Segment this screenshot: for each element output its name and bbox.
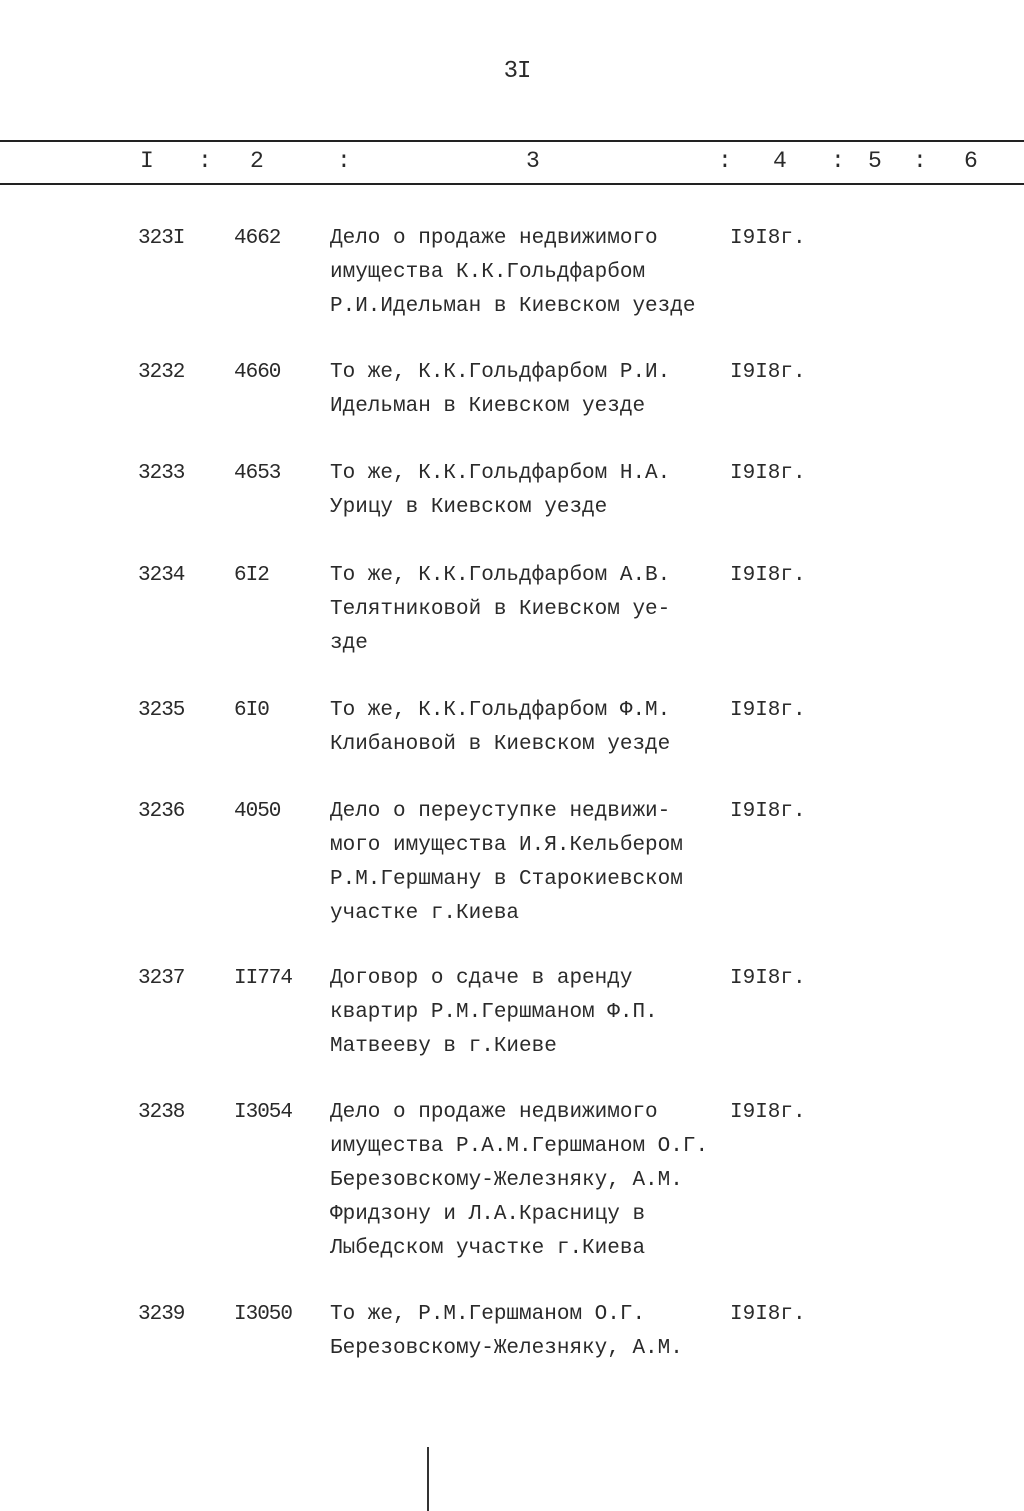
page-number: 3I: [503, 58, 531, 85]
column-header-2: 2: [250, 148, 264, 174]
description-line: Р.М.Гершману в Старокиевском: [330, 868, 683, 891]
description-line: Матвееву в г.Киеве: [330, 1035, 557, 1058]
old-entry-number: II774: [234, 967, 293, 990]
description-line: зде: [330, 632, 368, 655]
description-line: Березовскому-Железняку, А.М.: [330, 1337, 683, 1360]
entry-description: [330, 1298, 683, 1366]
entry-year: I9I8г.: [730, 227, 806, 250]
entry-number: 323I: [138, 227, 185, 250]
description-line: Клибановой в Киевском уезде: [330, 733, 671, 756]
header-top-rule: [0, 140, 1024, 142]
entry-year: I9I8г.: [730, 699, 806, 722]
column-separator: :: [718, 148, 732, 174]
entry-description: [330, 559, 670, 661]
description-line: Р.И.Идельман в Киевском уезде: [330, 295, 696, 318]
column-header-5: 5: [868, 148, 882, 174]
entry-description: [330, 356, 670, 424]
column-header-3: 3: [526, 148, 540, 174]
entry-number: 3237: [138, 967, 185, 990]
column-separator: :: [198, 148, 212, 174]
entry-number: 3233: [138, 462, 185, 485]
entry-number: 3239: [138, 1303, 185, 1326]
column-separator: :: [913, 148, 927, 174]
description-line: Дело о переуступке недвижи-: [330, 800, 671, 823]
entry-year: I9I8г.: [730, 462, 806, 485]
description-line: То же, К.К.Гольдфарбом Р.И.: [330, 361, 671, 384]
old-entry-number: 6I0: [234, 699, 269, 722]
entry-description: [330, 222, 695, 324]
entry-year: I9I8г.: [730, 564, 806, 587]
description-line: имущества К.К.Гольдфарбом: [330, 261, 646, 284]
old-entry-number: 4662: [234, 227, 281, 250]
description-line: То же, Р.М.Гершманом О.Г.: [330, 1303, 646, 1326]
old-entry-number: 4050: [234, 800, 281, 823]
entry-description: [330, 1096, 708, 1266]
old-entry-number: 4653: [234, 462, 281, 485]
description-line: мого имущества И.Я.Кельбером: [330, 834, 683, 857]
column-header-6: 6: [964, 148, 978, 174]
entry-description: [330, 694, 670, 762]
header-bottom-rule: [0, 183, 1024, 185]
description-line: Урицу в Киевском уезде: [330, 496, 608, 519]
entry-number: 3238: [138, 1101, 185, 1124]
column-header-row: [0, 146, 1024, 180]
entry-number: 3236: [138, 800, 185, 823]
description-line: Фридзону и Л.А.Красницу в: [330, 1203, 646, 1226]
description-line: То же, К.К.Гольдфарбом А.В.: [330, 564, 671, 587]
entry-description: [330, 962, 658, 1064]
description-line: То же, К.К.Гольдфарбом Ф.М.: [330, 699, 671, 722]
entry-year: I9I8г.: [730, 800, 806, 823]
description-line: Идельман в Киевском уезде: [330, 395, 646, 418]
description-line: Дело о продаже недвижимого: [330, 227, 658, 250]
entry-year: I9I8г.: [730, 1303, 806, 1326]
description-line: Телятниковой в Киевском уе-: [330, 598, 671, 621]
entry-description: [330, 795, 683, 931]
description-line: Лыбедском участке г.Киева: [330, 1237, 646, 1260]
entry-description: [330, 457, 670, 525]
column-separator: :: [337, 148, 351, 174]
column-header-4: 4: [773, 148, 787, 174]
description-line: Березовскому-Железняку, А.М.: [330, 1169, 683, 1192]
margin-line: [427, 1447, 429, 1511]
entry-year: I9I8г.: [730, 361, 806, 384]
column-separator: :: [831, 148, 845, 174]
description-line: участке г.Киева: [330, 902, 520, 925]
description-line: Договор о сдаче в аренду: [330, 967, 633, 990]
entry-number: 3232: [138, 361, 185, 384]
description-line: То же, К.К.Гольдфарбом Н.А.: [330, 462, 671, 485]
entry-number: 3234: [138, 564, 185, 587]
entry-year: I9I8г.: [730, 1101, 806, 1124]
column-header-I: I: [140, 148, 154, 174]
entry-number: 3235: [138, 699, 185, 722]
entry-year: I9I8г.: [730, 967, 806, 990]
description-line: имущества Р.А.М.Гершманом О.Г.: [330, 1135, 709, 1158]
description-line: Дело о продаже недвижимого: [330, 1101, 658, 1124]
old-entry-number: I3050: [234, 1303, 293, 1326]
old-entry-number: 6I2: [234, 564, 269, 587]
description-line: квартир Р.М.Гершманом Ф.П.: [330, 1001, 658, 1024]
old-entry-number: I3054: [234, 1101, 293, 1124]
old-entry-number: 4660: [234, 361, 281, 384]
